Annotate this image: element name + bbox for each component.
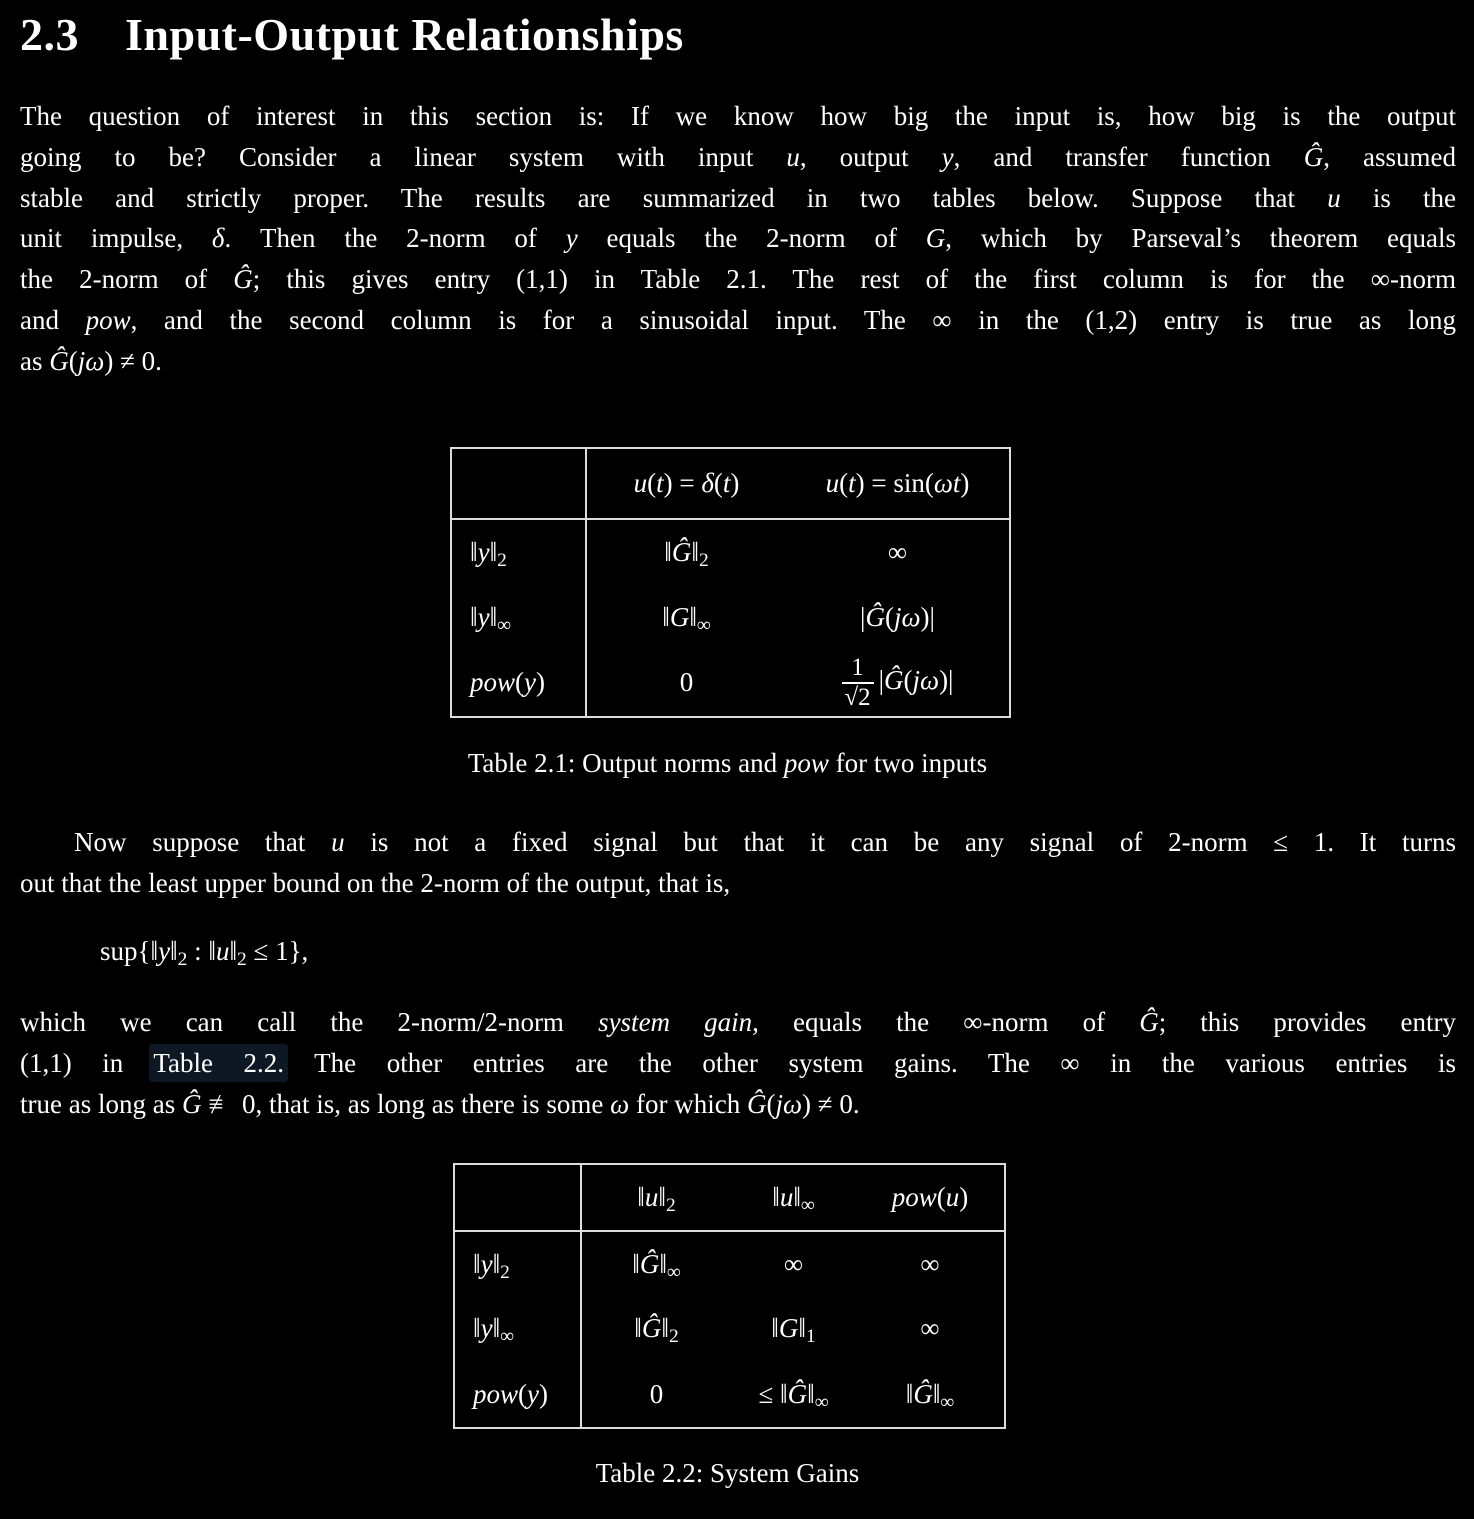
text-segment: ‖ — [470, 537, 478, 567]
text-segment: ‖ — [661, 1313, 669, 1343]
text-segment: √ — [844, 683, 859, 711]
text-segment: Now suppose that — [74, 827, 332, 857]
text-segment: u — [1327, 182, 1341, 213]
text-segment: u — [786, 141, 800, 172]
subscript: 2 — [497, 549, 507, 571]
subscript: ∞ — [814, 1391, 829, 1413]
text-segment: ( — [647, 468, 657, 498]
text-segment: Ĝ — [671, 537, 692, 567]
table-cell — [586, 519, 786, 585]
text-segment: 2 — [858, 683, 871, 711]
text-segment: ‖ — [798, 1313, 806, 1343]
text-segment: is not a fixed signal but that it can be any signal of 2-norm ≤ 1. It turns — [344, 827, 1456, 857]
text-line — [20, 1043, 1456, 1084]
text-line — [20, 863, 1456, 904]
text-segment: G — [778, 1313, 799, 1343]
text-segment: ) ≠ 0. — [802, 1088, 860, 1119]
text-segment: ‖ — [771, 1313, 779, 1343]
text-segment: y — [480, 1248, 493, 1279]
text-segment: ; this gives entry (1,1) in Table 2.1. The rest of the first column is for the ∞-norm — [252, 264, 1456, 295]
text-segment: y — [158, 936, 171, 966]
text-segment: ( — [515, 667, 525, 697]
text-segment: ‖ — [905, 1378, 914, 1409]
text-segment: ≤ 1}, — [246, 936, 309, 966]
table-2-1 — [450, 447, 1011, 718]
text-segment: ‖ — [772, 1182, 780, 1212]
text-segment: ω — [610, 1088, 630, 1119]
table-cell — [786, 519, 1010, 585]
table-row-label — [454, 1296, 581, 1361]
table-cell — [731, 1296, 856, 1361]
fraction-denominator — [842, 682, 874, 712]
table-header-cell — [731, 1164, 856, 1231]
table-row — [451, 585, 1010, 649]
subscript: ∞ — [497, 614, 512, 636]
text-segment: , which by Parseval’s theorem equals — [945, 223, 1457, 254]
text-segment: y — [524, 667, 536, 697]
text-line — [20, 1002, 1456, 1043]
text-segment: as — [20, 345, 50, 376]
text-segment: u — [945, 1182, 960, 1212]
text-segment: ‖ — [473, 1313, 481, 1343]
subscript: ∞ — [800, 1194, 815, 1216]
text-segment: is the — [1340, 182, 1456, 213]
text-segment: unit impulse, — [20, 223, 212, 254]
text-segment: u — [825, 468, 840, 498]
table-row — [454, 1231, 1005, 1296]
table-cell — [586, 585, 786, 649]
table-corner-cell — [451, 448, 586, 519]
text-segment: t — [722, 468, 731, 498]
text-segment: y — [527, 1378, 539, 1409]
subscript: 2 — [668, 1325, 679, 1347]
text-segment: y — [477, 601, 490, 632]
text-segment: ≤ ‖ — [758, 1378, 788, 1409]
text-segment: ∞ — [887, 537, 908, 567]
subscript: 2 — [237, 948, 247, 970]
text-segment: ( — [839, 468, 849, 498]
text-segment: ( — [936, 1182, 946, 1212]
table-header-row — [451, 448, 1010, 519]
text-segment: Ĝ — [639, 1248, 660, 1279]
text-segment: ( — [766, 1088, 776, 1119]
table-cell — [856, 1296, 1005, 1361]
table-row-label — [451, 585, 586, 649]
table-header-cell — [586, 448, 786, 519]
text-segment: Ĝ — [787, 1378, 808, 1409]
text-segment: ‖ — [664, 537, 672, 567]
text-segment: ‖ — [489, 601, 498, 632]
table-row — [451, 649, 1010, 717]
text-segment: ) — [960, 468, 970, 498]
text-line — [20, 822, 1456, 863]
table-cell — [581, 1231, 731, 1296]
text-segment: , and transfer function — [953, 141, 1304, 172]
text-line — [20, 341, 1456, 382]
subscript: ∞ — [696, 614, 711, 636]
text-segment: 0 — [679, 667, 694, 697]
table-cell — [731, 1231, 856, 1296]
text-segment: and — [20, 304, 86, 335]
text-segment: ‖ — [170, 936, 178, 966]
text-segment: , assumed — [1323, 141, 1456, 172]
text-segment: G — [925, 223, 946, 254]
table-row — [454, 1361, 1005, 1428]
text-segment: 0 — [649, 1378, 664, 1409]
text-segment: Ĝ — [883, 664, 904, 695]
text-segment: , output — [799, 141, 942, 172]
text-segment: pow — [85, 304, 131, 335]
text-segment: ‖ — [662, 601, 670, 632]
text-segment: equals the 2-norm of — [577, 223, 926, 254]
table-cell — [731, 1361, 856, 1428]
text-segment: ( — [518, 1378, 528, 1409]
text-line — [20, 218, 1456, 259]
table-cell — [786, 649, 1010, 717]
table-row — [454, 1296, 1005, 1361]
text-segment: system gain — [598, 1007, 753, 1037]
text-segment: | — [860, 601, 866, 632]
text-segment: ‖ — [473, 1248, 481, 1279]
text-segment: ) — [730, 468, 740, 498]
subscript: ∞ — [500, 1325, 515, 1347]
text-segment: ωt — [933, 468, 961, 498]
text-segment: ( — [68, 345, 78, 376]
table-row-label — [454, 1231, 581, 1296]
text-segment: true as long as — [20, 1088, 182, 1119]
paragraph-intro — [20, 96, 1456, 382]
text-segment: Ĝ — [233, 264, 253, 295]
table-cell — [581, 1296, 731, 1361]
text-segment: jω — [77, 345, 105, 376]
text-segment: ‖ — [229, 936, 238, 966]
text-segment: Ĝ — [1303, 141, 1324, 172]
text-segment: u — [633, 468, 648, 498]
text-segment: going to be? Consider a linear system with input — [20, 141, 787, 172]
text-segment: ‖ — [793, 1182, 801, 1212]
text-segment: which we can call the 2-norm/2-norm — [20, 1007, 599, 1037]
text-line — [20, 137, 1456, 178]
text-segment: ‖ — [492, 1313, 501, 1343]
table-cell — [586, 649, 786, 717]
text-segment: Ĝ — [913, 1378, 933, 1409]
text-segment: pow — [470, 667, 516, 697]
text-segment: ) = — [663, 468, 702, 498]
display-equation — [0, 936, 1474, 970]
text-segment: )| — [920, 601, 935, 632]
text-segment: , and the second column is for a sinusoidal input. The ∞ in the (1,2) entry is true as long — [130, 304, 1457, 335]
text-segment: Ĝ — [746, 1088, 767, 1119]
text-segment: ) — [539, 1378, 548, 1409]
text-segment: ‖ — [807, 1378, 815, 1409]
section-number: 2.3 — [20, 9, 79, 60]
text-line — [20, 300, 1456, 341]
table-header-cell — [581, 1164, 731, 1231]
text-segment: Ĝ — [49, 345, 69, 376]
section-heading — [20, 8, 684, 61]
text-segment: . Then the 2-norm of — [224, 223, 566, 254]
text-segment: (1,1) in — [20, 1047, 154, 1078]
text-segment: ‖ — [492, 1248, 501, 1279]
text-segment: Table 2.2: System Gains — [595, 1458, 860, 1488]
table-header-cell — [856, 1164, 1005, 1231]
text-segment: ‖ — [632, 1248, 640, 1279]
text-segment: ‖ — [659, 1248, 667, 1279]
text-segment: | — [878, 664, 884, 695]
text-segment: Ĝ — [1139, 1007, 1159, 1037]
text-segment: y — [565, 223, 578, 254]
text-line — [20, 178, 1456, 219]
text-segment: u — [644, 1182, 659, 1212]
text-segment: y — [480, 1313, 493, 1343]
text-segment: G — [669, 601, 690, 632]
text-segment: δ — [701, 468, 714, 498]
text-segment: Table 2.1: Output norms and — [467, 748, 784, 778]
subscript: 2 — [698, 549, 709, 571]
text-segment: stable and strictly proper. The results are summarized in two tables below. Suppose that — [20, 182, 1328, 213]
text-segment: ( — [713, 468, 723, 498]
text-segment: y — [941, 141, 954, 172]
table-cell — [856, 1361, 1005, 1428]
table-row — [451, 519, 1010, 585]
text-segment: ) = sin( — [855, 468, 934, 498]
text-segment: ) — [536, 667, 545, 697]
text-segment: sup{‖ — [100, 936, 159, 966]
text-segment: t — [848, 468, 856, 498]
fraction-numerator — [842, 654, 874, 682]
text-segment: ‖ — [637, 1182, 645, 1212]
table-cell — [856, 1231, 1005, 1296]
subscript: 2 — [500, 1261, 510, 1283]
text-segment: ‖ — [489, 537, 498, 567]
text-segment: jω — [893, 601, 921, 632]
text-segment: ‖ — [691, 537, 699, 567]
table-header-row — [454, 1164, 1005, 1231]
text-segment: ; this provides entry — [1158, 1007, 1457, 1037]
text-segment: : ‖ — [187, 936, 216, 966]
text-segment: Ĝ — [181, 1088, 202, 1119]
fraction — [842, 654, 874, 712]
text-line — [20, 1084, 1456, 1125]
text-segment: Ĝ — [641, 1313, 662, 1343]
subscript: ∞ — [666, 1261, 681, 1283]
text-segment: ∞ — [783, 1248, 804, 1279]
text-segment: The question of interest in this section is: If we know how big the input is, how big is the output — [20, 101, 1456, 131]
text-line — [20, 259, 1456, 300]
text-segment: out that the least upper bound on the 2-norm of the output, that is, — [20, 867, 731, 898]
text-segment: ( — [884, 601, 894, 632]
text-segment: ‖ — [470, 601, 478, 632]
subscript: ∞ — [940, 1391, 955, 1413]
text-segment: , equals the ∞-norm of — [752, 1007, 1140, 1037]
subscript: 1 — [805, 1325, 816, 1347]
text-segment: δ — [211, 223, 225, 254]
text-segment: )| — [939, 664, 954, 695]
text-segment: u — [215, 936, 230, 966]
text-segment: ∞ — [920, 1313, 940, 1343]
table-row-label — [451, 519, 586, 585]
text-segment: ‖ — [658, 1182, 666, 1212]
text-segment: pow — [783, 748, 829, 778]
text-segment: jω — [775, 1088, 803, 1119]
text-segment: for which — [629, 1088, 747, 1119]
text-segment: jω — [912, 664, 940, 695]
table-row-label — [451, 649, 586, 717]
text-segment: ∞ — [920, 1248, 940, 1279]
crossref-link-table-2-2[interactable]: Table 2.2. — [153, 1047, 285, 1078]
text-segment: ) — [959, 1182, 969, 1212]
text-segment: u — [331, 827, 345, 857]
table-header-cell — [786, 448, 1010, 519]
text-segment: The other entries are the other system gains. The ∞ in the various entries is — [284, 1047, 1456, 1078]
subscript: 2 — [665, 1194, 676, 1216]
table-row-label — [454, 1361, 581, 1428]
text-segment: ≢ 0, that is, as long as there is some — [201, 1088, 611, 1119]
text-segment: the 2-norm of — [20, 264, 234, 295]
section-title: Input-Output Relationships — [125, 9, 684, 60]
text-segment: t — [656, 468, 664, 498]
text-segment: u — [779, 1182, 794, 1212]
table-cell — [786, 585, 1010, 649]
text-segment: ‖ — [689, 601, 697, 632]
table-2-2 — [453, 1163, 1006, 1429]
subscript: 2 — [177, 948, 188, 970]
text-segment: Ĝ — [865, 601, 885, 632]
table-2-2-caption — [0, 1458, 1455, 1489]
text-segment: ) ≠ 0. — [104, 345, 162, 376]
table-cell — [581, 1361, 731, 1428]
text-segment: pow — [473, 1378, 519, 1409]
text-segment: ‖ — [634, 1313, 642, 1343]
paragraph-system-gain — [20, 1002, 1456, 1124]
text-segment: pow — [891, 1182, 937, 1212]
text-line — [20, 96, 1456, 137]
text-segment: y — [477, 537, 490, 567]
text-segment: for two inputs — [828, 748, 988, 778]
text-segment: 1 — [851, 653, 864, 681]
table-corner-cell — [454, 1164, 581, 1231]
table-2-1-caption — [0, 748, 1455, 779]
text-segment: ( — [903, 664, 913, 695]
paragraph-sup-intro — [20, 822, 1456, 904]
text-segment: ‖ — [932, 1378, 941, 1409]
